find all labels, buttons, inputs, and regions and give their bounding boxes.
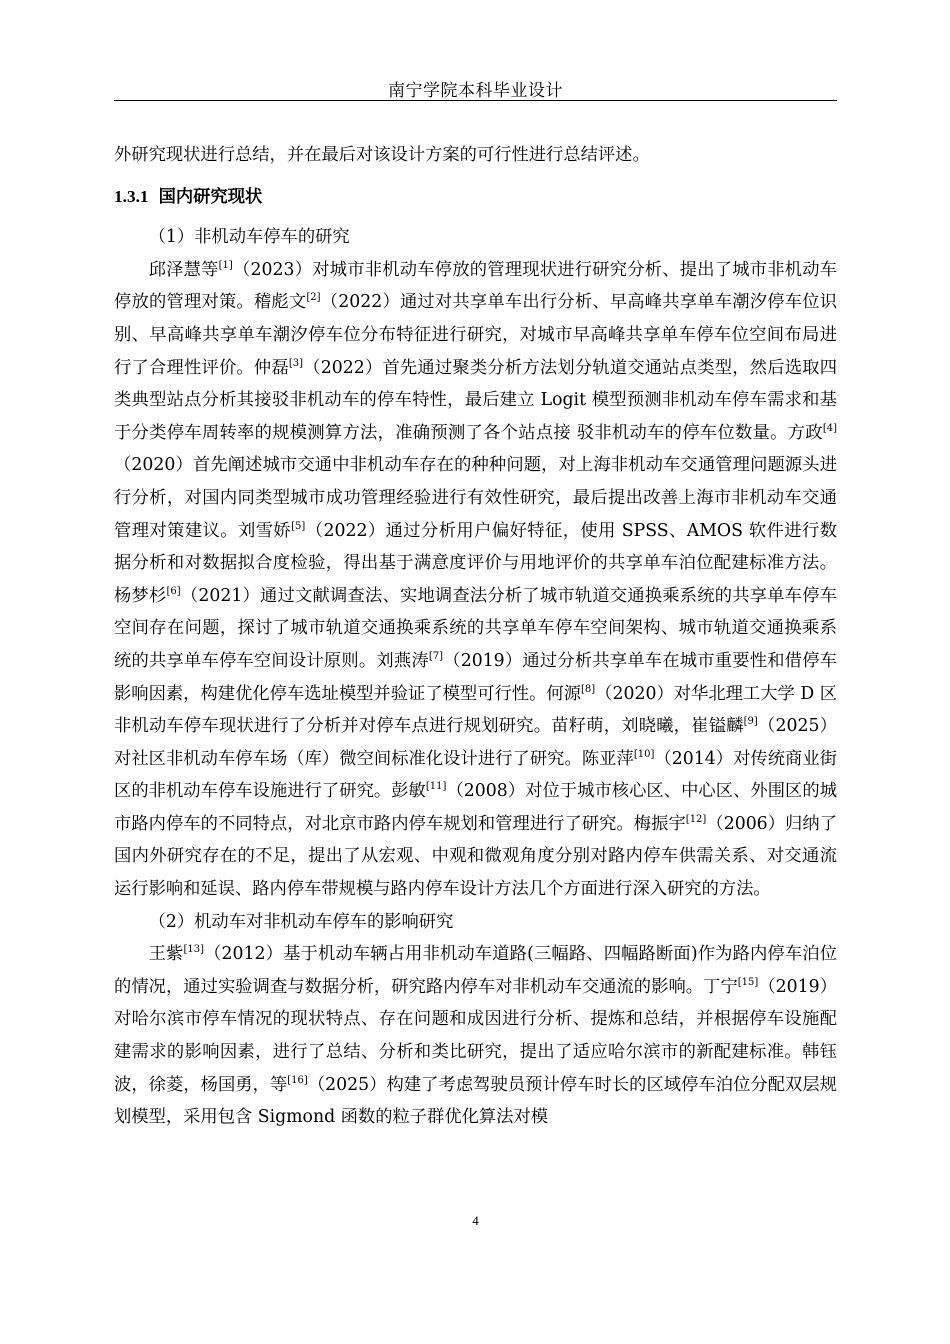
- citation-ref: [2]: [306, 292, 321, 304]
- section-title: 国内研究现状: [158, 186, 263, 207]
- text-run: （2023）对城市非机动车停放的管理现状进行研究分析、提出了城市非机动车停放的管理对策。稽彪文: [114, 259, 837, 313]
- subsection-heading-2: （2）机动车对非机动车停车的影响研究: [148, 911, 454, 932]
- text-run: （2022）通过分析用户偏好特征，使用 SPSS、AMOS 软件进行数据分析和对数据拟合度检验，得出基于满意度评价与用地评价的共享单车泊位配建标准方法。杨梦杉: [114, 520, 837, 606]
- text-run: （2006）归纳了国内外研究存在的不足，提出了从宏观、中观和微观角度分别对路内停车供需关系、对交通流运行影响和延误、路内停车带规模与路内停车设计方法几个方面进行深入研究的方法。: [114, 813, 837, 900]
- citation-ref: [1]: [218, 259, 233, 271]
- citation-ref: [4]: [822, 422, 837, 434]
- citation-ref: [5]: [291, 520, 306, 532]
- text-run: （2025）构建了考虑驾驶员预计停车时长的区域停车泊位分配双层规划模型，采用包含 Sigmond 函数的粒子群优化算法对模: [114, 1074, 837, 1128]
- section-heading: [114, 181, 837, 214]
- citation-ref: [13]: [183, 944, 204, 956]
- intro-line: 外研究现状进行总结，并在最后对该设计方案的可行性进行总结评述。: [114, 145, 650, 165]
- citation-ref: [16]: [287, 1074, 308, 1086]
- text-run: （2019）对哈尔滨市停车情况的现状特点、存在问题和成因进行分析、提炼和总结，并根据停车设施配建需求的影响因素，进行了总结、分析和类比研究，提出了适应哈尔滨市的新配建标准。韩钰波，徐菱，杨国勇，等: [114, 976, 837, 1095]
- citation-ref: [3]: [288, 357, 304, 369]
- citation-ref: [9]: [743, 716, 758, 728]
- citation-ref: [7]: [428, 650, 443, 662]
- text-run: 邱泽慧等: [148, 259, 219, 280]
- subsection-heading-1: （1）非机动车停车的研究: [148, 227, 350, 248]
- running-header: 南宁学院本科毕业设计: [388, 81, 563, 101]
- text-run: （2022）首先通过聚类分析方法划分轨道交通站点类型，然后选取四类典型站点分析其接驳非机动车的停车特性，最后建立 Logit 模型预测非机动车停车需求和基于分类停车周转率的规模测算方法，准确预测了各个站点接 驳非机动车的停车位数量。方政: [114, 357, 837, 443]
- citation-ref: [12]: [685, 813, 707, 825]
- text-run: （2020）首先阐述城市交通中非机动车存在的种种问题，对上海非机动车交通管理问题源头进行分析，对国内同类型城市成功管理经验进行有效性研究，最后提出改善上海市非机动车交通管理对策建议。刘雪娇: [114, 455, 837, 541]
- header-rule: [114, 100, 837, 101]
- citation-ref: [11]: [425, 781, 447, 793]
- text-run: （2022）通过对共享单车出行分析、早高峰共享单车潮汐停车位识别、早高峰共享单车潮汐停车位分布特征进行研究，对城市早高峰共享单车停车位空间布局进行了合理性评价。仲磊: [114, 292, 837, 378]
- text-run: （2014）对传统商业街区的非机动车停车设施进行了研究。彭敏: [114, 748, 837, 802]
- paragraph-1: [114, 254, 837, 906]
- section-number: 1.3.1: [114, 186, 149, 206]
- page-number: 4: [472, 1213, 479, 1228]
- text-run: （2021）通过文献调查法、实地调查法分析了城市轨道交通换乘系统的共享单车停车空间存在问题，探讨了城市轨道交通换乘系统的共享单车停车空间架构、城市轨道交通换乘系统的共享单车停车空间设计原则。刘燕涛: [114, 585, 837, 671]
- paragraph-2: [114, 938, 837, 1134]
- text-run: （2025）对社区非机动车停车场（库）微空间标准化设计进行了研究。陈亚萍: [114, 716, 837, 769]
- text-run: （2012）基于机动车辆占用非机动车道路(三幅路、四幅路断面)作为路内停车泊位的情况，通过实验调查与数据分析，研究路内停车对非机动车交通流的影响。丁宁: [114, 944, 837, 997]
- citation-ref: [10]: [633, 748, 655, 760]
- text-run: （2008）对位于城市核心区、中心区、外围区的城市路内停车的不同特点，对北京市路内停车规划和管理进行了研究。梅振宇: [114, 781, 837, 834]
- citation-ref: [6]: [166, 585, 181, 597]
- citation-ref: [15]: [737, 976, 759, 988]
- citation-ref: [8]: [581, 683, 596, 695]
- text-run: （2019）通过分析共享单车在城市重要性和借停车影响因素，构建优化停车选址模型并验证了模型可行性。何源: [114, 650, 837, 704]
- text-run: （2020）对华北理工大学 D 区非机动车停车现状进行了分析并对停车点进行规划研究。苗籽萌，刘晓曦，崔镒麟: [114, 683, 837, 737]
- page-body: [114, 139, 837, 1134]
- text-run: 王紫: [148, 944, 184, 965]
